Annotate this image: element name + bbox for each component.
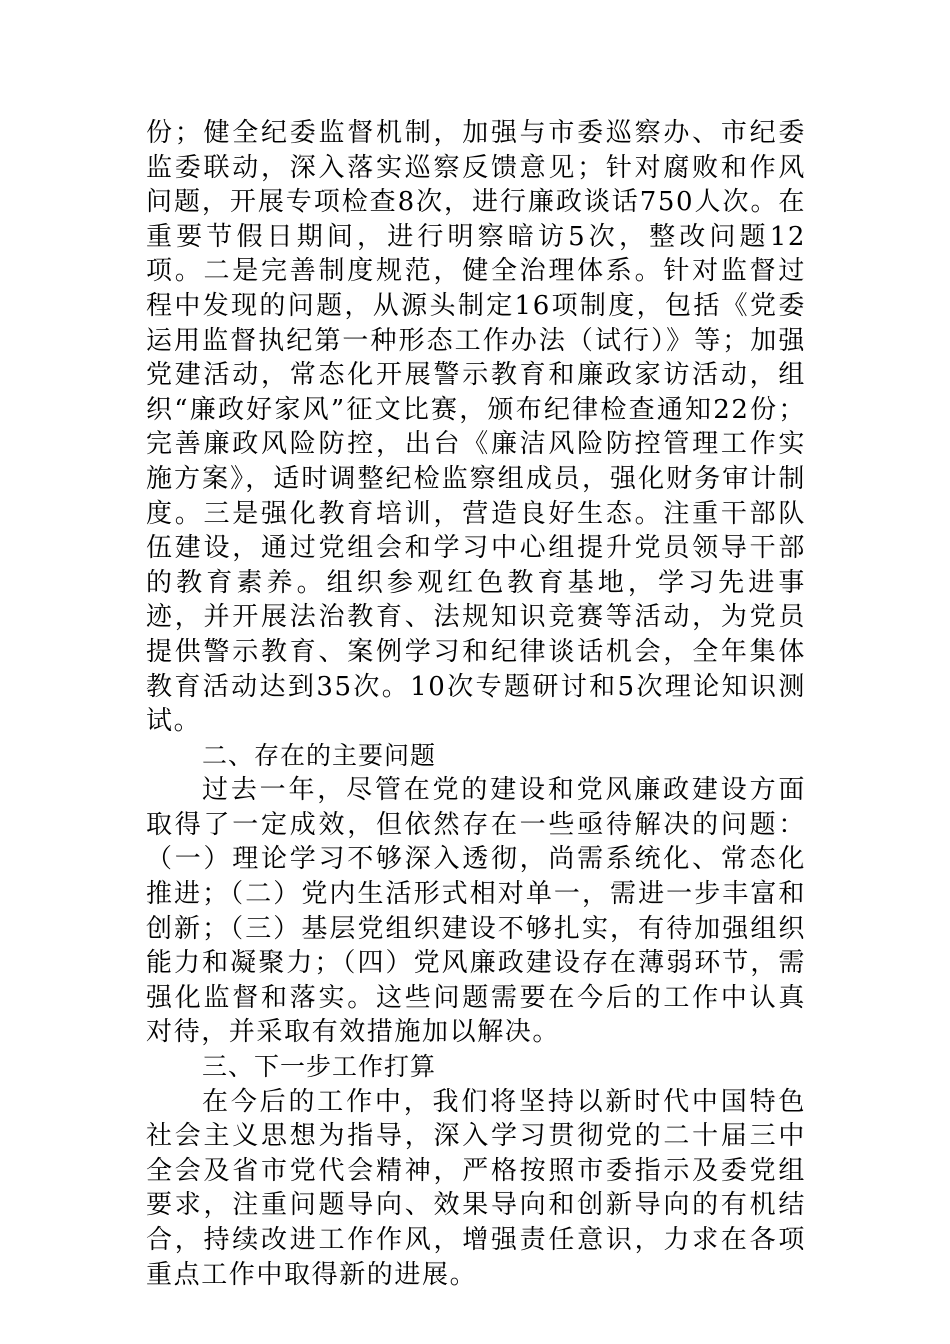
section-heading-problems: 二、存在的主要问题 [202,740,437,770]
section-heading-next-steps: 三、下一步工作打算 [202,1052,437,1082]
paragraph-continued: 份；健全纪委监督机制，加强与市委巡察办、市纪委监委联动，深入落实巡察反馈意见；针对腐败和作风问题，开展专项检查8次，进行廉政谈话750人次。在重要节假日期间，进行明察暗访5次，整改问题12项。二是完善制度规范，健全治理体系。针对监督过程中发现的问题，从源头制定16项制度，包括《党委运用监督执纪第一种形态工作办法（试行）》等；加强党建活动，常态化开展警示教育和廉政家访活动，组织“廉政好家风”征文比赛，颁布纪律检查通知22份；完善廉政风险防控，出台《廉洁风险防控管理工作实施方案》，适时调整纪检监察组成员，强化财务审计制度。三是强化教育培训，营造良好生态。注重干部队伍建设，通过党组会和学习中心组提升党员领导干部的教育素养。组织参观红色教育基地，学习先进事迹，并开展法治教育、法规知识竞赛等活动，为党员提供警示教育、案例学习和纪律谈话机会，全年集体教育活动达到35次。10次专题研讨和5次理论知识测试。 [146,118,806,737]
paragraph-problems: 过去一年，尽管在党的建设和党风廉政建设方面取得了一定成效，但依然存在一些亟待解决的问题：（一）理论学习不够深入透彻，尚需系统化、常态化推进；（二）党内生活形式相对单一，需进一步丰富和创新；（三）基层党组织建设不够扎实，有待加强组织能力和凝聚力；（四）党风廉政建设存在薄弱环节，需强化监督和落实。这些问题需要在今后的工作中认真对待，并采取有效措施加以解决。 [146,775,806,1048]
document-page [146,116,806,1292]
paragraph-next-steps: 在今后的工作中，我们将坚持以新时代中国特色社会主义思想为指导，深入学习贯彻党的二十届三中全会及省市党代会精神，严格按照市委指示及委党组要求，注重问题导向、效果导向和创新导向的有机结合，持续改进工作作风，增强责任意识，力求在各项重点工作中取得新的进展。 [146,1086,806,1290]
